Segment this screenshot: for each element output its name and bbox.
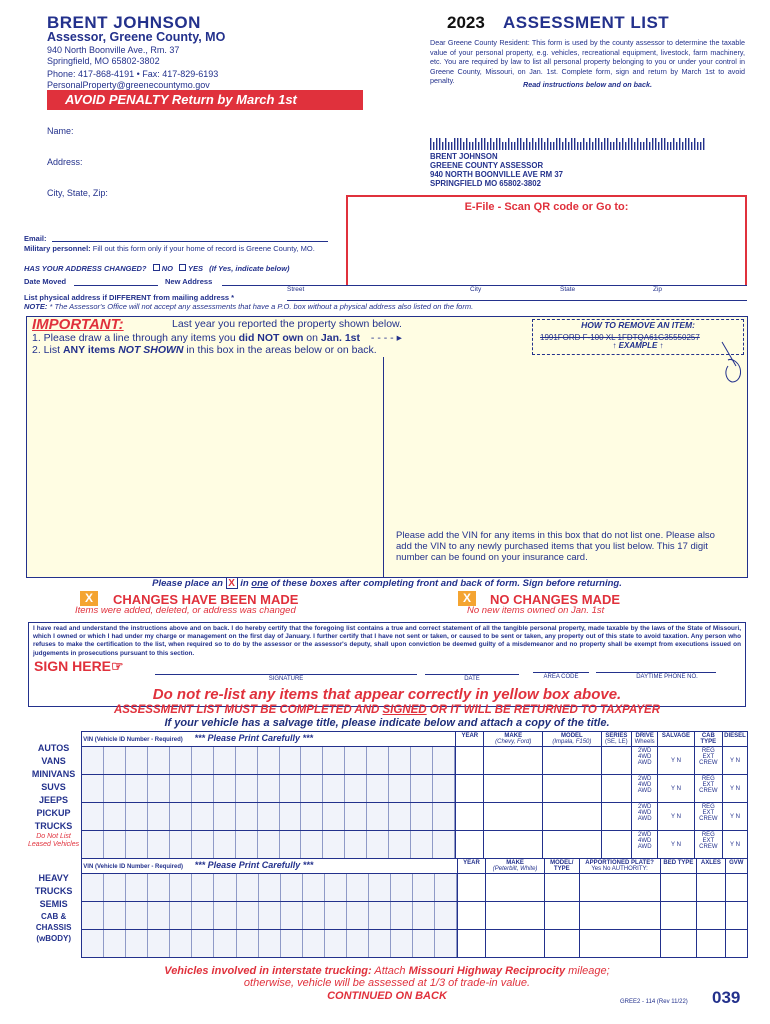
military-label: Military personnel: (24, 244, 91, 253)
model-input[interactable] (543, 831, 602, 859)
address-changed-row (24, 264, 290, 273)
instr1-c: on (303, 332, 321, 344)
salvage-options[interactable]: Y N (658, 747, 694, 775)
table-row (26, 747, 748, 775)
address-label: Address: (47, 157, 83, 167)
side-vans: VANS (41, 755, 66, 766)
axles-input[interactable] (697, 930, 725, 958)
cab-options[interactable]: REG EXT CREW (694, 775, 722, 803)
make-input[interactable] (486, 930, 545, 958)
model-input[interactable] (545, 902, 580, 930)
example-label: ↑ EXAMPLE ↑ (612, 341, 664, 350)
state-sub-label: State (560, 286, 576, 293)
assessor-address-line2: Springfield, MO 65802-3802 (47, 56, 160, 66)
signature-field[interactable] (155, 674, 417, 675)
heavy-model-header: MODEL/ TYPE (545, 859, 580, 874)
zip-sub-label: Zip (653, 286, 663, 293)
no-changes-label: NO CHANGES MADE (490, 592, 621, 607)
instr2-a: 2. List (32, 344, 63, 356)
note-text: * The Assessor's Office will not accept any assessments that have a P.O. box without a physical address also listed on the form. (49, 302, 474, 311)
year-input[interactable] (456, 775, 484, 803)
important-heading: IMPORTANT: (32, 316, 124, 333)
howto-title: HOW TO REMOVE AN ITEM: (581, 320, 695, 330)
must-a: ASSESSMENT LIST MUST BE COMPLETED AND (113, 704, 383, 716)
side-minivans: MINIVANS (31, 768, 76, 779)
inter-c: Missouri Highway Reciprocity (408, 965, 566, 977)
heavy-vin-label: VIN (Vehicle ID Number - Required) (83, 864, 183, 870)
make-input[interactable] (486, 874, 545, 902)
model-input[interactable] (543, 775, 602, 803)
side-wbody: (wBODY) (36, 934, 71, 943)
side-autos: AUTOS (37, 742, 70, 753)
make-input[interactable] (484, 831, 543, 859)
avoid-penalty-banner: AVOID PENALTY Return by March 1st (47, 90, 363, 110)
heavy-bed-header: BED TYPE (660, 859, 697, 874)
diesel-options[interactable]: Y N (722, 747, 747, 775)
instr1-b: did NOT own (238, 332, 304, 344)
military-note (24, 244, 324, 253)
make-input[interactable] (484, 775, 543, 803)
inter-d: mileage; (565, 965, 610, 977)
heavy-apport-label: APPORTIONED PLATE? (585, 860, 654, 866)
assessor-name: BRENT JOHNSON (47, 13, 201, 32)
instr2-d: NOT SHOWN (118, 344, 184, 356)
inter-a: Vehicles involved in interstate trucking: (164, 965, 372, 977)
mailing-line1: BRENT JOHNSON (430, 152, 498, 161)
apport-input[interactable] (579, 902, 660, 930)
area-code-label: AREA CODE (543, 674, 579, 680)
certification-text: I have read and understand the instructions above and on back. I do hereby certify that the foregoing list contains a true and correct statement of all the tangible personal property, made taxable by the laws of the State of Missouri, which I owned or which I had under my charge or management on the first day of January. I further certify that I have not sent or taken, or caused to be sent or taken, any property out of this state to avoid taxation. Any person who refuses to make the certification to the list, when required so to do by the assessor or the assessor's deputy, shall upon conviction be deemed guilty of a misdemeanor and no property shall be exempt from executions issued on judgements in prosecutions pursuant to this section. (33, 625, 741, 657)
inter-b: Attach (371, 965, 409, 977)
year-input[interactable] (456, 747, 484, 775)
phone-label: DAYTIME PHONE NO. (636, 674, 698, 680)
cab-options[interactable]: REG EXT CREW (694, 803, 722, 831)
changes-made-sub: Items were added, deleted, or address was changed (75, 605, 296, 616)
table-row (26, 902, 748, 930)
place-x-instructions (26, 577, 748, 589)
example-item: 1991FORD F-100 XL 1FDTQA61G35550257 (540, 333, 700, 342)
page-number: 039 (712, 988, 741, 1007)
side-leased-note: Do Not List Leased Vehicles (27, 832, 80, 848)
no-checkbox[interactable] (153, 264, 160, 271)
bed-input[interactable] (660, 930, 697, 958)
series-input[interactable] (601, 803, 631, 831)
make-input[interactable] (484, 747, 543, 775)
vin-input[interactable] (82, 803, 456, 831)
yes-checkbox[interactable] (179, 264, 186, 271)
if-yes-note: (If Yes, indicate below) (209, 264, 290, 273)
mailing-line2: GREENE COUNTY ASSESSOR (430, 161, 544, 170)
interstate-note (26, 965, 748, 989)
mailing-line4: SPRINGFIELD MO 65802-3802 (430, 179, 541, 188)
heavy-axles-header: AXLES (697, 859, 725, 874)
form-title: ASSESSMENT LIST (503, 13, 670, 32)
vin-input[interactable] (82, 775, 456, 803)
cab-options[interactable]: REG EXT CREW (694, 831, 722, 859)
physical-address-field[interactable] (287, 300, 747, 301)
prior-property-divider (383, 357, 384, 577)
side-heavy: HEAVY (38, 873, 69, 883)
place-d: of these boxes after completing front and back of form. Sign before returning. (270, 578, 622, 589)
diesel-options[interactable]: Y N (722, 803, 747, 831)
no-changes-checkbox[interactable]: X (458, 591, 476, 606)
city-sub-label: City (470, 286, 482, 293)
instr2-b: ANY items (62, 344, 116, 356)
autos-series-label: SERIES (605, 733, 628, 739)
name-label: Name: (47, 126, 74, 136)
intro-paragraph: Dear Greene County Resident: This form is used by the county assessor to determine the taxable value of your personal property, e.g. vehicles, recreational equipment, livestock, farm machinery, etc. You are required by law to list all personal property belonging to you or under your control in Greene County, Missouri, on Jan. 1st. Complete form, sign and return by March 1st to avoid penalty. (430, 38, 745, 86)
autos-diesel-header: DIESEL (722, 732, 747, 747)
salvage-options[interactable]: Y N (658, 803, 694, 831)
instr1-a: 1. Please draw a line through any items you (32, 332, 239, 344)
important-line0: Last year you reported the property shown below. (172, 318, 402, 330)
autos-vin-header (82, 732, 456, 747)
heavy-vin-header (82, 859, 457, 874)
must-b: SIGNED (382, 704, 427, 716)
model-input[interactable] (543, 803, 602, 831)
military-text: Fill out this form only if your home of record is Greene County, MO. (92, 244, 315, 253)
autos-make-label: MAKE (504, 733, 523, 739)
salvage-instructions: If your vehicle has a salvage title, please indicate below and attach a copy of the title. (164, 717, 610, 729)
cab-options[interactable]: REG EXT CREW (694, 747, 722, 775)
address-changed-question: HAS YOUR ADDRESS CHANGED? (24, 264, 147, 273)
side-semis: SEMIS (39, 899, 68, 909)
efile-title: E-File - Scan QR code or Go to: (464, 201, 629, 213)
assessor-email[interactable]: PersonalProperty@greenecountymo.gov (47, 80, 210, 90)
autos-model-example: (Impala, F150) (552, 739, 592, 745)
drive-options[interactable]: 2WD 4WD AWD (632, 831, 658, 859)
vin-input[interactable] (82, 747, 456, 775)
signature-label: SIGNATURE (268, 676, 304, 682)
heavy-make-label: MAKE (506, 860, 524, 866)
gvw-input[interactable] (725, 874, 747, 902)
heavy-make-example: (Peterbilt, White) (492, 866, 538, 872)
autos-table (26, 731, 748, 859)
changes-made-label: CHANGES HAVE BEEN MADE (113, 592, 299, 607)
area-code-field[interactable] (533, 672, 589, 673)
series-input[interactable] (601, 747, 631, 775)
autos-year-header: YEAR (456, 732, 484, 747)
sign-here-text: SIGN HERE (34, 658, 112, 674)
drive-options[interactable]: 2WD 4WD AWD (632, 747, 658, 775)
important-line2 (32, 344, 377, 356)
table-row (26, 930, 748, 958)
assessor-title: Assessor, Greene County, MO (47, 30, 226, 44)
mailing-line3: 940 NORTH BOONVILLE AVE RM 37 (430, 170, 564, 179)
diesel-options[interactable]: Y N (722, 775, 747, 803)
gvw-input[interactable] (725, 930, 747, 958)
inter-e: otherwise, vehicle will be assessed at 1/3 of trade-in value. (243, 977, 531, 989)
bed-input[interactable] (660, 902, 697, 930)
arrow-icon: - - - - ▸ (370, 332, 402, 344)
side-heavy-trucks: TRUCKS (34, 886, 73, 896)
axles-input[interactable] (697, 902, 725, 930)
autos-side-labels (26, 732, 82, 859)
physical-address-label: List physical address if DIFFERENT from mailing address * (24, 293, 235, 302)
side-trucks: TRUCKS (34, 820, 73, 831)
instr2-e: in this box in the areas below or on back. (183, 344, 377, 356)
autos-drive-header (632, 732, 658, 747)
year-input[interactable] (457, 930, 485, 958)
axles-input[interactable] (697, 874, 725, 902)
changes-made-checkbox[interactable]: X (80, 591, 98, 606)
date-field[interactable] (425, 674, 519, 675)
table-row (26, 775, 748, 803)
side-pickup: PICKUP (36, 807, 71, 818)
heavy-side-labels (26, 859, 82, 958)
table-row (26, 874, 748, 902)
phone-field[interactable] (596, 672, 716, 673)
side-chassis: CHASSIS (35, 923, 72, 932)
date-moved-field[interactable] (74, 285, 158, 286)
side-suvs: SUVS (41, 781, 66, 792)
po-box-note (24, 302, 473, 311)
date-moved-label: Date Moved (24, 277, 67, 286)
make-input[interactable] (486, 902, 545, 930)
model-input[interactable] (545, 874, 580, 902)
heavy-print-label: *** Please Print Carefully *** (194, 860, 314, 870)
autos-make-header (484, 732, 543, 747)
place-a: Please place an (152, 578, 223, 589)
place-b: in (240, 578, 249, 589)
must-c: OR IT WILL BE RETURNED TO TAXPAYER (426, 704, 661, 716)
side-jeeps: JEEPS (39, 794, 69, 805)
yes-label: YES (188, 264, 204, 273)
note-label: NOTE: (24, 302, 48, 311)
autos-model-label: MODEL (561, 733, 583, 739)
read-instructions: Read instructions below and on back. (523, 80, 652, 89)
autos-header-row (26, 732, 748, 747)
email-label: Email: (24, 234, 47, 243)
bed-input[interactable] (660, 874, 697, 902)
series-input[interactable] (601, 831, 631, 859)
autos-make-example: (Chevy, Ford) (495, 739, 532, 745)
year-input[interactable] (456, 803, 484, 831)
salvage-options[interactable]: Y N (658, 775, 694, 803)
salvage-options[interactable]: Y N (658, 831, 694, 859)
vin-input[interactable] (82, 874, 457, 902)
autos-drive-example: Wheels (634, 739, 655, 745)
apport-input[interactable] (579, 930, 660, 958)
important-line1 (32, 332, 402, 344)
no-changes-sub: No new items owned on Jan. 1st (467, 605, 605, 616)
drive-options[interactable]: 2WD 4WD AWD (632, 803, 658, 831)
table-row (26, 831, 748, 859)
postal-barcode (430, 138, 708, 150)
series-input[interactable] (601, 775, 631, 803)
city-label: City, State, Zip: (47, 188, 108, 198)
year-input[interactable] (456, 831, 484, 859)
no-label: NO (161, 264, 173, 273)
autos-cab-header: CAB TYPE (694, 732, 722, 747)
model-input[interactable] (543, 747, 602, 775)
sign-here-label (34, 658, 124, 675)
autos-series-header (601, 732, 631, 747)
year-input[interactable] (457, 902, 485, 930)
heavy-gvw-header: GVW (725, 859, 747, 874)
assessor-phone: Phone: 417-868-4191 • Fax: 417-829-6193 (47, 69, 219, 79)
autos-vin-label: VIN (Vehicle ID Number - Required) (83, 737, 183, 743)
autos-model-header (543, 732, 602, 747)
model-input[interactable] (545, 930, 580, 958)
pointing-hand-icon: ☞ (111, 658, 124, 674)
new-address-label: New Address (165, 277, 213, 286)
autos-drive-label: DRIVE (635, 733, 654, 739)
drive-options[interactable]: 2WD 4WD AWD (632, 775, 658, 803)
pen-hand-icon (718, 336, 746, 386)
heavy-header-row (26, 859, 748, 874)
side-cab: CAB & (40, 912, 67, 921)
apport-input[interactable] (579, 874, 660, 902)
autos-salvage-header: SALVAGE (658, 732, 694, 747)
continued-on-back: CONTINUED ON BACK (327, 990, 447, 1002)
heavy-apport-options: Yes No AUTHORITY: (591, 866, 648, 872)
heavy-year-header: YEAR (457, 859, 485, 874)
vin-input[interactable] (82, 902, 457, 930)
autos-series-example: (SE, LE) (605, 739, 628, 745)
heavy-make-header (486, 859, 545, 874)
vin-input[interactable] (82, 930, 457, 958)
do-not-relist-warning: Do not re-list any items that appear correctly in yellow box above. (152, 686, 622, 703)
vin-input[interactable] (82, 831, 456, 859)
table-row (26, 803, 748, 831)
assessor-address-line1: 940 North Boonville Ave., Rm. 37 (47, 45, 180, 55)
gvw-input[interactable] (725, 902, 747, 930)
autos-print-label: *** Please Print Carefully *** (194, 733, 314, 743)
street-label: Street (287, 286, 305, 293)
instr1-d: Jan. 1st (320, 332, 360, 344)
x-mark-icon: X (226, 577, 238, 589)
heavy-apport-header (579, 859, 660, 874)
form-number: GREE2 - 114 (Rev 11/22) (620, 999, 688, 1005)
email-field[interactable] (52, 241, 328, 242)
year-input[interactable] (457, 874, 485, 902)
form-year: 2023 (447, 13, 485, 32)
diesel-options[interactable]: Y N (722, 831, 747, 859)
vin-instructions: Please add the VIN for any items in this box that do not list one. Please also add the VIN to any newly purchased items that you list below. This 17 digit number can be found on your insurance card. (396, 530, 715, 563)
must-be-completed-warning (26, 704, 748, 716)
heavy-table (26, 858, 748, 958)
date-label: DATE (464, 676, 480, 682)
make-input[interactable] (484, 803, 543, 831)
place-c: one (251, 578, 269, 589)
